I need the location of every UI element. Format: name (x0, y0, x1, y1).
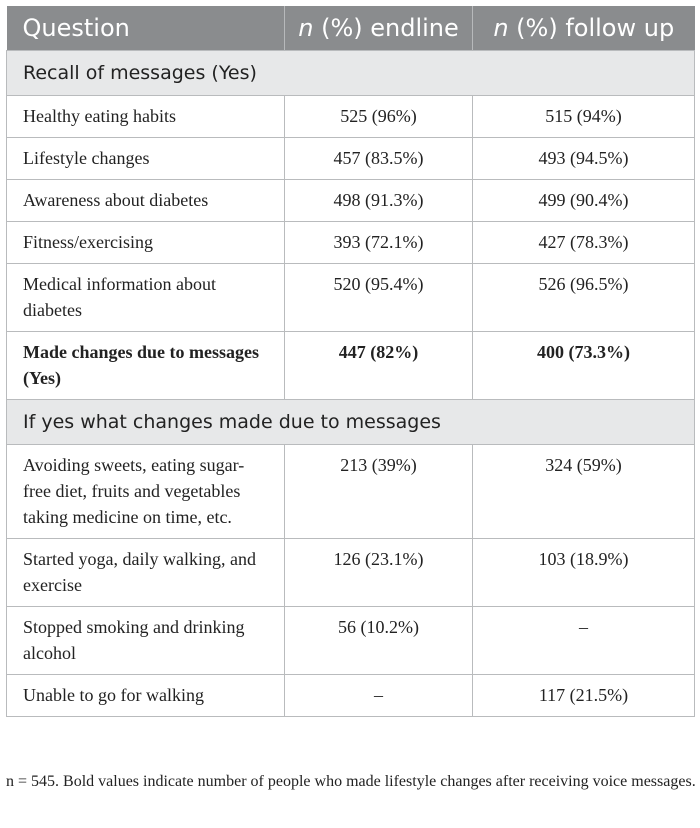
follow-up-cell: 526 (96.5%) (473, 264, 695, 332)
endline-cell: 56 (10.2%) (285, 607, 473, 675)
endline-cell: 498 (91.3%) (285, 180, 473, 222)
endline-cell: 213 (39%) (285, 445, 473, 539)
header-row (7, 6, 695, 51)
question-cell: Unable to go for walking (7, 675, 285, 717)
endline-cell: 126 (23.1%) (285, 539, 473, 607)
endline-cell: 520 (95.4%) (285, 264, 473, 332)
header-endline (285, 6, 473, 51)
table-row (7, 96, 695, 138)
endline-cell: – (285, 675, 473, 717)
section-row-changes (7, 400, 695, 445)
table-footnote: n = 545. Bold values indicate number of people who made lifestyle changes after receiving voice messages. (6, 773, 696, 790)
follow-up-cell: 324 (59%) (473, 445, 695, 539)
endline-cell: 447 (82%) (285, 332, 473, 400)
question-cell: Started yoga, daily walking, and exercise (7, 539, 285, 607)
follow-up-cell: 400 (73.3%) (473, 332, 695, 400)
header-follow-up (473, 6, 695, 51)
follow-up-cell: 103 (18.9%) (473, 539, 695, 607)
table-row-highlight (7, 332, 695, 400)
question-cell: Lifestyle changes (7, 138, 285, 180)
question-cell: Stopped smoking and drinking alcohol (7, 607, 285, 675)
header-question: Question (7, 6, 285, 51)
section-row-recall (7, 51, 695, 96)
question-cell: Healthy eating habits (7, 96, 285, 138)
question-cell: Made changes due to messages (Yes) (7, 332, 285, 400)
endline-cell: 457 (83.5%) (285, 138, 473, 180)
table-row (7, 539, 695, 607)
follow-up-cell: – (473, 607, 695, 675)
results-table (6, 6, 695, 717)
header-endline-label: (%) endline (313, 14, 459, 42)
table-row (7, 607, 695, 675)
question-cell: Awareness about diabetes (7, 180, 285, 222)
endline-cell: 525 (96%) (285, 96, 473, 138)
header-follow-up-n: n (493, 14, 509, 42)
table-row (7, 675, 695, 717)
follow-up-cell: 499 (90.4%) (473, 180, 695, 222)
header-follow-up-label: (%) follow up (508, 14, 675, 42)
endline-cell: 393 (72.1%) (285, 222, 473, 264)
table-row (7, 264, 695, 332)
follow-up-cell: 515 (94%) (473, 96, 695, 138)
header-endline-n: n (298, 14, 314, 42)
follow-up-cell: 493 (94.5%) (473, 138, 695, 180)
table-row (7, 138, 695, 180)
follow-up-cell: 117 (21.5%) (473, 675, 695, 717)
question-cell: Avoiding sweets, eating sugar-free diet, fruits and vegetables taking medicine on time, etc. (7, 445, 285, 539)
table-row (7, 222, 695, 264)
question-cell: Medical information about diabetes (7, 264, 285, 332)
table-row (7, 180, 695, 222)
follow-up-cell: 427 (78.3%) (473, 222, 695, 264)
table-row (7, 445, 695, 539)
section-title: Recall of messages (Yes) (7, 51, 695, 96)
section-title: If yes what changes made due to messages (7, 400, 695, 445)
question-cell: Fitness/exercising (7, 222, 285, 264)
